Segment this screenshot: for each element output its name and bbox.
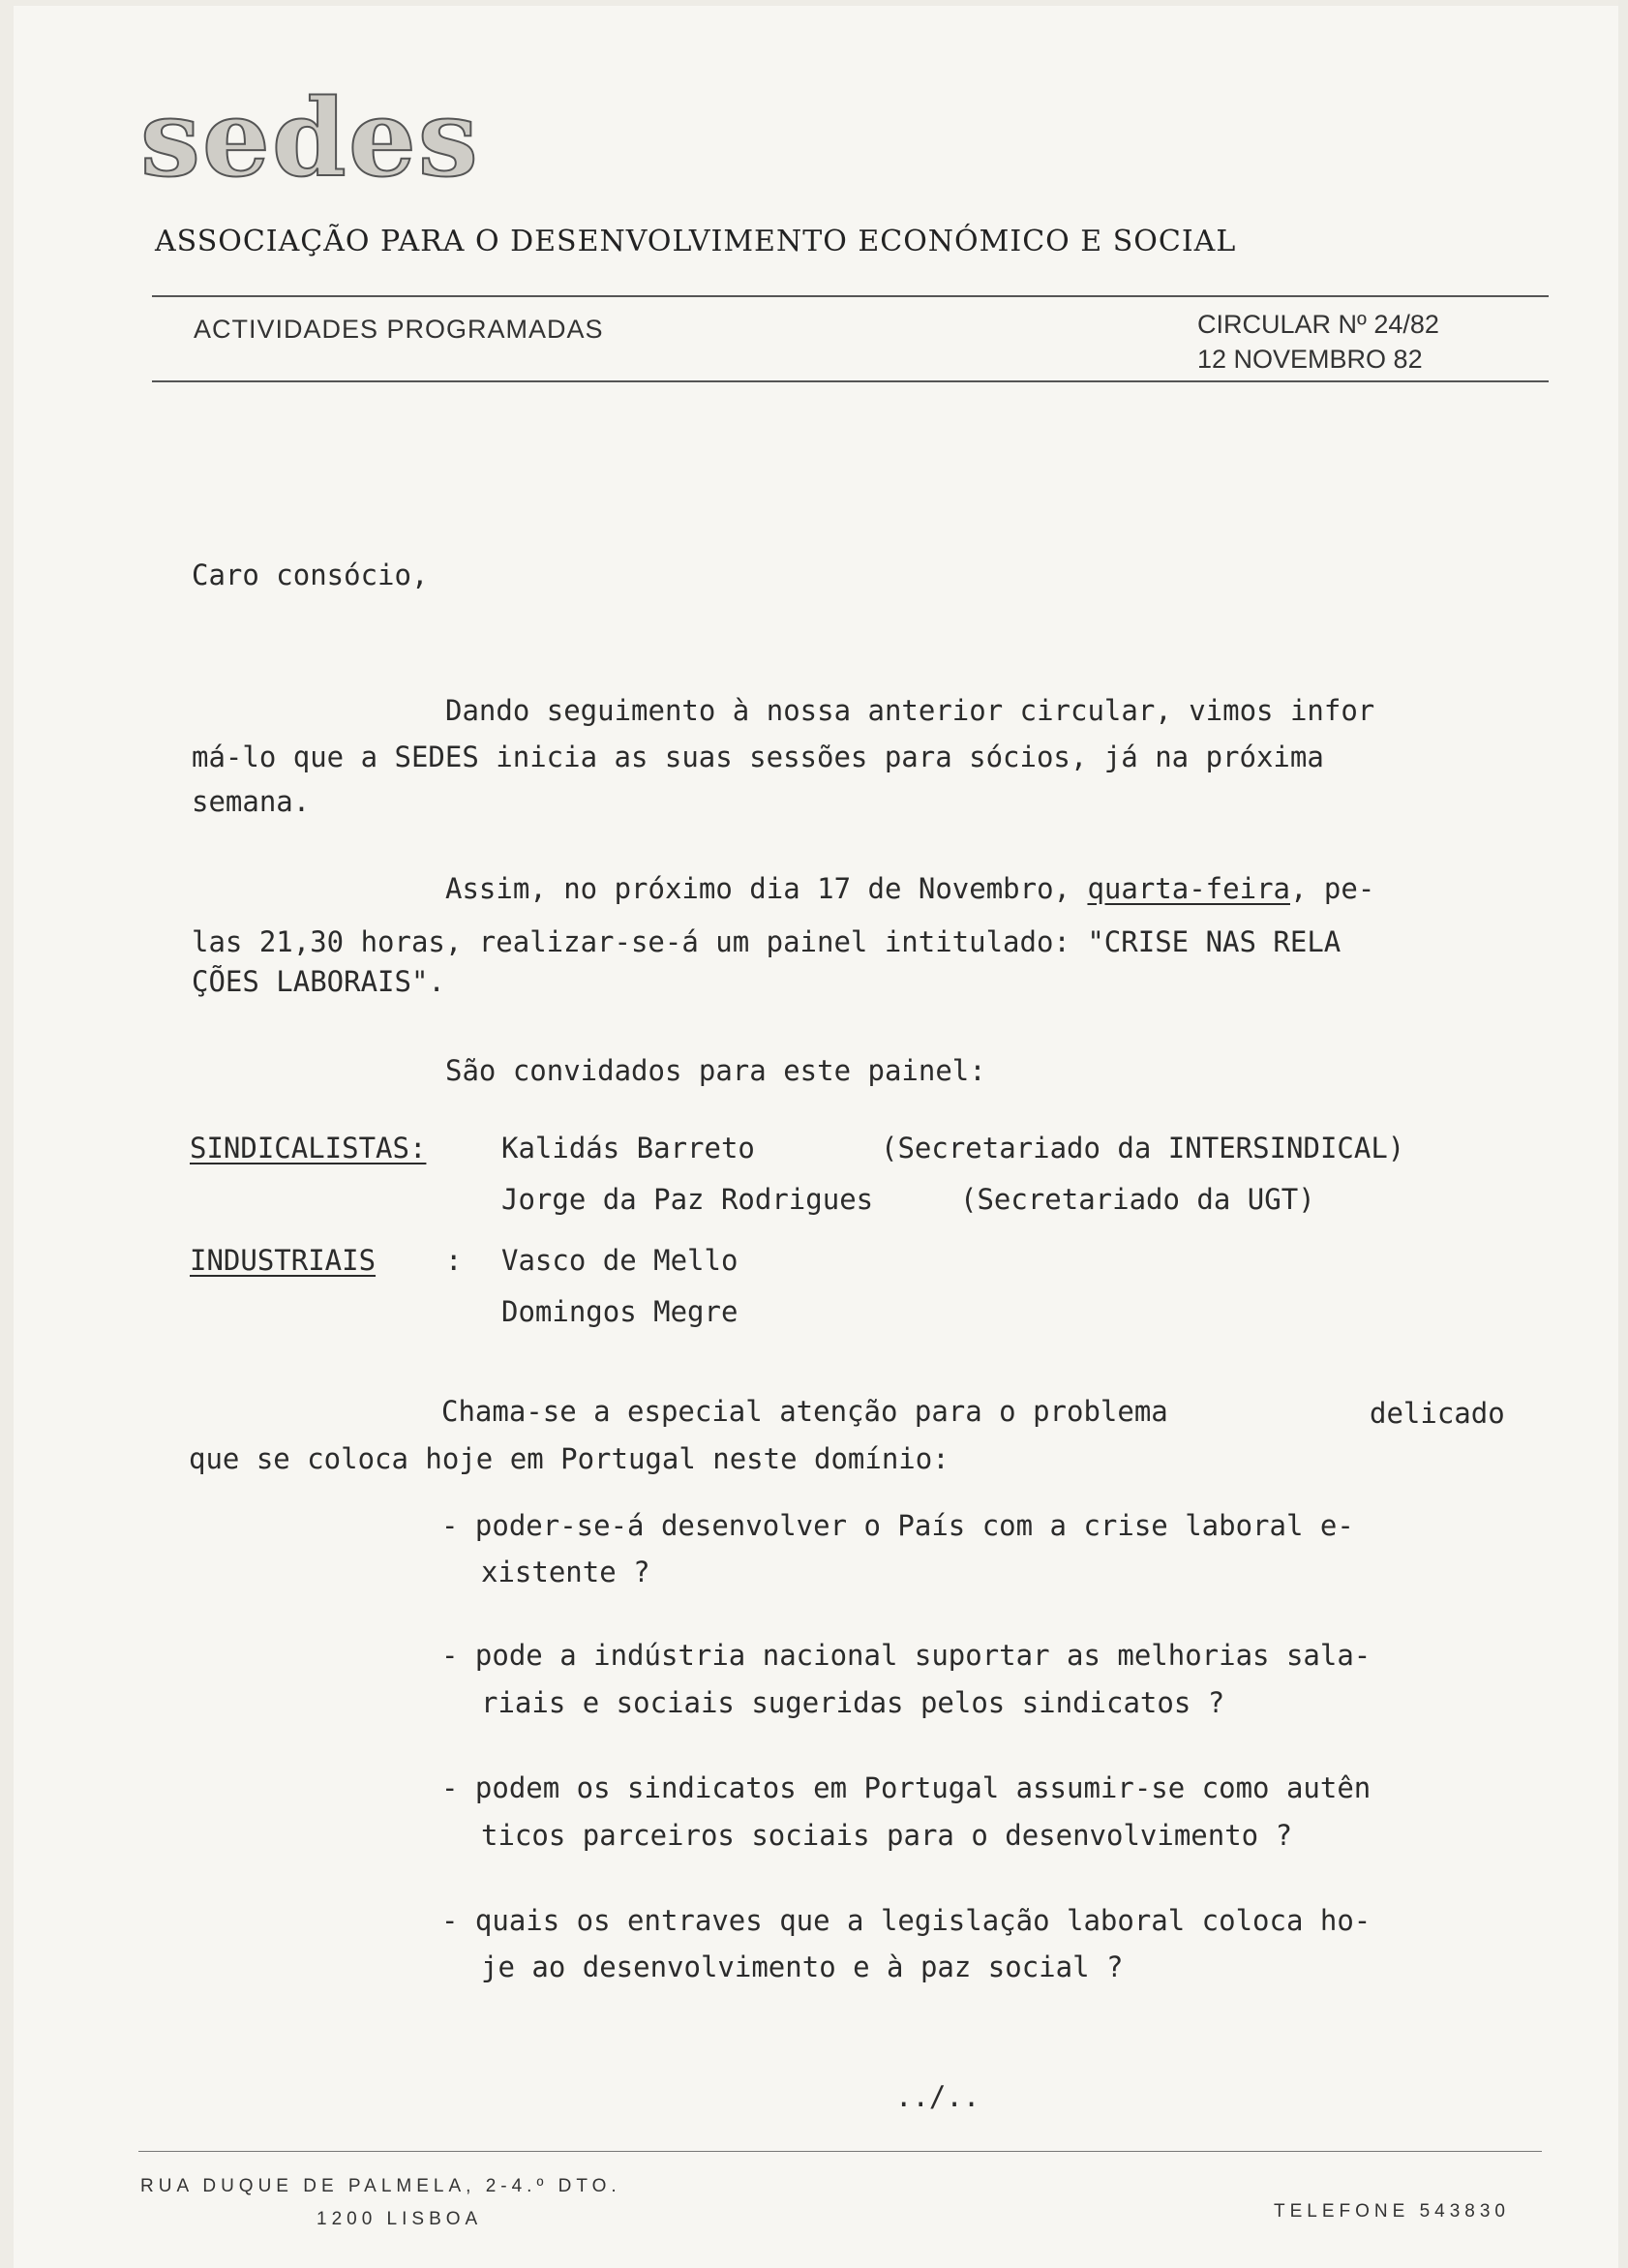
question-item: je ao desenvolvimento e à paz social ? [481,1950,1124,1983]
industriais-label: INDUSTRIAIS [190,1244,377,1277]
speaker-name: Domingos Megre [501,1295,739,1328]
header-rule-bottom [152,380,1549,382]
question-item: ticos parceiros sociais para o desenvolvimento ? [481,1819,1293,1852]
circular-info [1197,307,1439,377]
invitation-line: São convidados para este painel: [445,1054,986,1087]
salutation: Caro consócio, [192,559,429,591]
continuation-mark: ../.. [895,2080,980,2113]
address-line: RUA DUQUE DE PALMELA, 2-4.º DTO. [140,2176,621,2196]
paragraph-1-line: semana. [192,785,311,818]
paragraph-1-line: má-lo que a SEDES inicia as suas sessões para sócios, já na próxima [192,741,1324,773]
circular-date: 12 NOVEMBRO 82 [1197,345,1423,374]
label-colon: : [445,1244,463,1277]
text-span: Assim, no próximo dia 17 de Novembro, [445,872,1088,905]
footer-rule [138,2151,1542,2152]
section-title: ACTIVIDADES PROGRAMADAS [194,315,604,344]
speaker-name: Kalidás Barreto [501,1132,755,1164]
question-item: - pode a indústria nacional suportar as melhorias sala- [441,1639,1372,1672]
question-item: - podem os sindicatos em Portugal assumir-se como autên [441,1771,1372,1804]
question-item: - poder-se-á desenvolver o País com a crise laboral e- [441,1509,1354,1542]
paragraph-4-line: delicado [1370,1397,1505,1430]
speaker-affiliation: (Secretariado da UGT) [960,1183,1315,1216]
page-edge [1618,0,1628,2268]
paragraph-1-line: Dando seguimento à nossa anterior circular, vimos infor [445,694,1375,727]
page-edge [0,0,1628,6]
sindicalistas-label: SINDICALISTAS: [190,1132,427,1164]
paragraph-2-line [445,872,1375,905]
speaker-affiliation: (Secretariado da INTERSINDICAL) [881,1132,1405,1164]
header-rule-top [152,295,1549,297]
address-line: 1200 LISBOA [317,2209,483,2229]
question-item: riais e sociais sugeridas pelos sindicatos ? [481,1686,1225,1719]
speaker-name: Vasco de Mello [501,1244,739,1277]
circular-number: CIRCULAR Nº 24/82 [1197,310,1439,339]
page-edge [0,0,14,2268]
paragraph-4-line: que se coloca hoje em Portugal neste domínio: [189,1442,950,1475]
paragraph-2-line: ÇÕES LABORAIS". [192,965,445,998]
footer-address [140,2170,621,2236]
text-span: , pe- [1289,872,1375,905]
question-item: xistente ? [481,1556,650,1588]
paragraph-4-line: Chama-se a especial atenção para o problema [441,1395,1168,1428]
sedes-logo: sedes [140,76,480,200]
weekday-underlined: quarta-feira [1087,872,1290,905]
speaker-name: Jorge da Paz Rodrigues [501,1183,874,1216]
organization-name: ASSOCIAÇÃO PARA O DESENVOLVIMENTO ECONÓMICO E SOCIAL [155,225,1237,258]
footer-phone: TELEFONE 543830 [1274,2201,1510,2222]
paragraph-2-line: las 21,30 horas, realizar-se-á um painel intitulado: "CRISE NAS RELA [192,925,1342,958]
question-item: - quais os entraves que a legislação laboral coloca ho- [441,1904,1372,1937]
